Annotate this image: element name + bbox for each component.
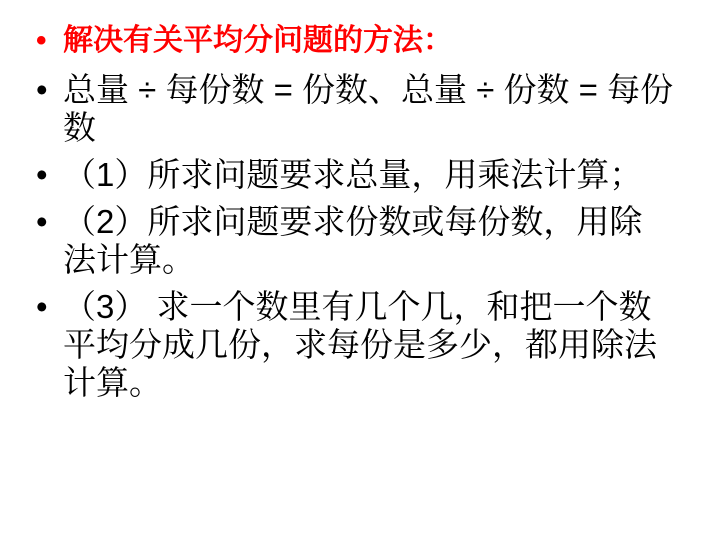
- text-line: 平均分成几份，求每份是多少，都用除法: [63, 326, 657, 363]
- text-line: 总量 ÷ 每份数 = 份数、总量 ÷ 份数 = 每份: [63, 71, 674, 108]
- bullet-item-rule-3: [36, 288, 710, 402]
- bullet-icon: •: [36, 156, 48, 193]
- text-line: 计算。: [63, 364, 162, 401]
- text-line: （2）所求问题要求份数或每份数，用除: [63, 203, 643, 240]
- bullet-text: [63, 71, 710, 147]
- text-line: （1）所求问题要求总量，用乘法计算；: [63, 156, 643, 193]
- bullet-text: [63, 21, 710, 61]
- bullet-icon: •: [36, 288, 48, 325]
- bullet-icon: •: [36, 24, 47, 57]
- bullet-item-formula: [36, 71, 710, 147]
- bullet-icon: •: [36, 203, 48, 240]
- text-line: 法计算。: [63, 241, 195, 278]
- bullet-item-rule-1: [36, 156, 710, 194]
- bullet-text: [63, 288, 710, 402]
- bullet-item-title: [36, 21, 710, 61]
- title-line: 解决有关平均分问题的方法：: [63, 24, 453, 57]
- bullet-text: [63, 156, 710, 194]
- text-line: （3） 求一个数里有几个几，和把一个数: [63, 288, 652, 325]
- text-line: 数: [63, 109, 96, 146]
- bullet-icon: •: [36, 71, 48, 108]
- bullet-item-rule-2: [36, 203, 710, 279]
- bullet-text: [63, 203, 710, 279]
